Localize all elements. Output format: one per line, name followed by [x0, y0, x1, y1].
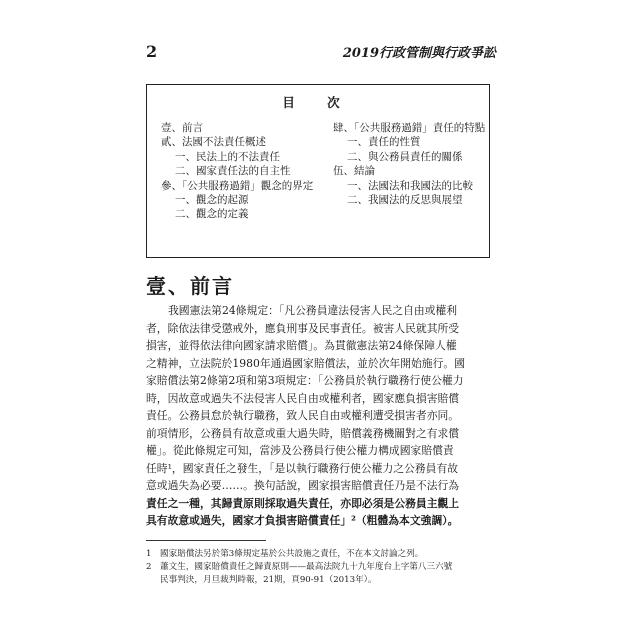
toc-entry: 二、國家責任法的自主性	[175, 165, 291, 178]
body-line: 家賠償法第2條第2項和第3項規定：「公務員於執行職務行使公權力	[146, 374, 464, 387]
body-line: 之精神，立法院於1980年通過國家賠償法，並於次年開始施行。國	[146, 356, 465, 370]
body-line: 責任。公務員怠於執行職務，致人民自由或權利遭受損害者亦同。	[146, 409, 460, 422]
toc-entry: 二、我國法的反思與展望	[347, 194, 463, 207]
body-line: 前項情形，公務員有故意或重大過失時，賠償義務機關對之有求償	[146, 426, 460, 440]
body-line: 任時¹，國家責任之發生，「是以執行職務行使公權力之公務員有故	[146, 461, 459, 475]
running-title: 2019行政管制與行政爭訟	[342, 46, 496, 61]
body-line: 者，除依法律受懲戒外，應負刑事及民事責任。被害人民就其所受	[146, 321, 460, 335]
toc-entry: 一、觀念的起源	[175, 194, 249, 207]
body-line: 權」。從此條規定可知，當涉及公務員行使公權力構成國家賠償責	[146, 444, 454, 457]
toc-entry: 一、民法上的不法責任	[175, 150, 280, 163]
footnote-line: 民事判決，月旦裁判時報，21期，頁90-91（2013年）。	[160, 575, 377, 585]
toc-entry: 二、觀念的定義	[175, 208, 249, 221]
footnote-line: 2 蕭文生，國家賠償責任之歸責原則——最高法院九十九年度台上字第八三六號	[146, 562, 453, 572]
toc-left-column	[161, 121, 313, 222]
toc-entry: 參、「公共服務過錯」觀念的界定	[161, 179, 314, 192]
toc-entry: 一、責任的性質	[347, 136, 421, 149]
body-line: 損害，並得依法律向國家請求賠償」。為貫徹憲法第24條保障人權	[146, 339, 457, 352]
footnote-line: 1 國家賠償法另於第3條規定基於公共設施之責任，不在本文討論之列。	[146, 549, 424, 559]
toc-right-column	[333, 121, 485, 207]
body-paragraph	[146, 302, 494, 530]
page-number: 2	[146, 42, 158, 61]
toc-entry: 貳、法國不法責任概述	[161, 136, 266, 149]
body-line: 我國憲法第24條規定：「凡公務員違法侵害人民之自由或權利	[168, 304, 458, 317]
body-line: 意或過失為必要……。換句話說，國家損害賠償責任乃是不法行為	[146, 479, 460, 492]
toc-entry: 二、與公務員責任的關係	[347, 150, 463, 163]
footnote-divider	[146, 540, 266, 541]
body-line: 責任之一種，其歸責原則採取過失責任，亦即必須是公務員主觀上	[146, 496, 460, 510]
toc-entry: 一、法國法和我國法的比較	[347, 179, 473, 192]
body-line: 時，因故意或過失不法侵害人民自由或權利者，國家應負損害賠償	[146, 391, 460, 405]
toc-title: 目 次	[282, 95, 354, 110]
toc-entry: 肆、「公共服務過錯」責任的特點	[333, 122, 486, 134]
toc-entry: 伍、結論	[333, 165, 375, 178]
body-line: 具有故意或過失，國家才負損害賠償責任」²（粗體為本文強調）。	[146, 514, 459, 527]
section-heading: 壹、前言	[146, 274, 234, 298]
footnotes	[146, 548, 494, 587]
table-of-contents	[146, 84, 490, 258]
toc-entry: 壹、前言	[161, 122, 203, 134]
